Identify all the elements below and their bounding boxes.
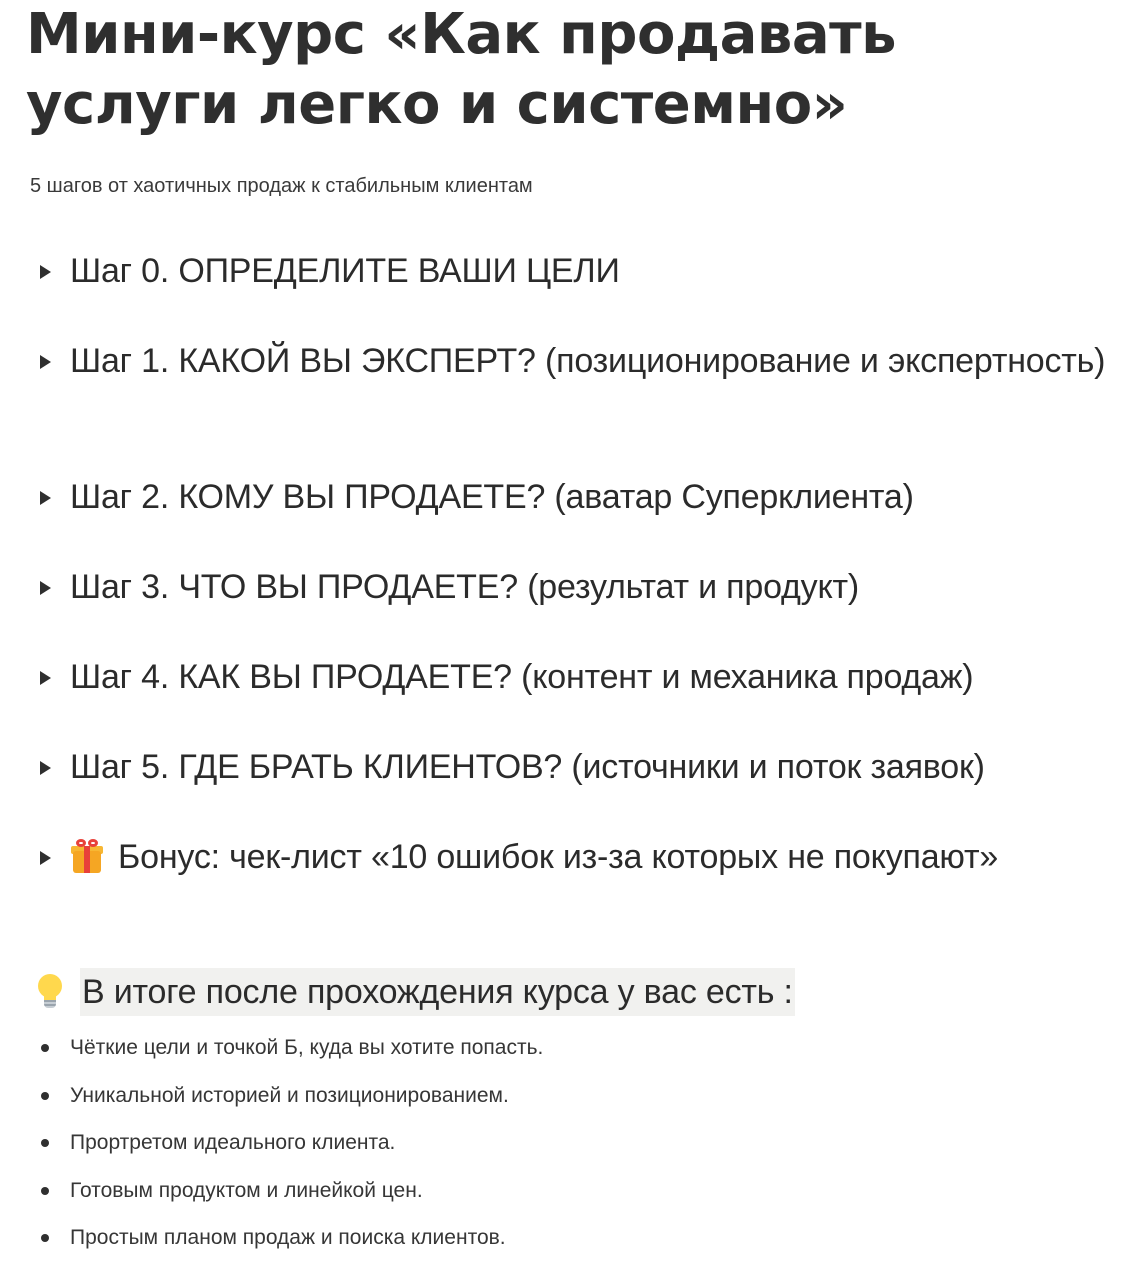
list-item-text: Прортретом идеального клиента. xyxy=(70,1131,396,1154)
toggle-arrow-icon[interactable] xyxy=(36,744,70,790)
toggle-step-2[interactable] xyxy=(36,474,1106,520)
toggle-step-1[interactable] xyxy=(36,338,1106,384)
list-item-text: Готовым продуктом и линейкой цен. xyxy=(70,1178,423,1202)
summary-heading xyxy=(36,968,795,1016)
toggle-label: Шаг 5. ГДЕ БРАТЬ КЛИЕНТОВ? (источники и поток заявок) xyxy=(70,748,985,786)
list-item-text: Чёткие цели и точкой Б, куда вы хотите попасть. xyxy=(70,1036,544,1059)
toggle-label: Шаг 1. КАКОЙ ВЫ ЭКСПЕРТ? (позиционирование и экспертность) xyxy=(70,342,1106,380)
list-item xyxy=(36,1169,543,1217)
toggle-step-3[interactable] xyxy=(36,564,1106,610)
gift-icon xyxy=(70,839,104,873)
list-item xyxy=(36,1121,543,1169)
list-item xyxy=(36,1026,543,1074)
toggle-step-0[interactable] xyxy=(36,248,1106,294)
toggle-label: Шаг 3. ЧТО ВЫ ПРОДАЕТЕ? (результат и продукт) xyxy=(70,568,860,606)
toggle-step-4[interactable] xyxy=(36,654,1106,700)
bullet-icon xyxy=(41,1044,49,1052)
toggle-bonus[interactable] xyxy=(36,834,1106,880)
list-item-text: Простым планом продаж и поиска клиентов. xyxy=(70,1226,506,1249)
bullet-icon xyxy=(41,1234,49,1242)
summary-title: В итоге после прохождения курса у вас есть : xyxy=(80,968,795,1016)
list-item xyxy=(36,1074,543,1122)
toggle-arrow-icon[interactable] xyxy=(36,474,70,520)
toggle-step-5[interactable] xyxy=(36,744,1106,790)
summary-list xyxy=(36,1026,543,1264)
bonus-label: Бонус: чек-лист «10 ошибок из-за которых не покупают» xyxy=(118,838,999,876)
bullet-icon xyxy=(41,1187,49,1195)
toggle-label: Шаг 4. КАК ВЫ ПРОДАЕТЕ? (контент и механика продаж) xyxy=(70,658,974,696)
lightbulb-icon xyxy=(36,974,64,1010)
toggle-arrow-icon[interactable] xyxy=(36,834,70,880)
toggle-arrow-icon[interactable] xyxy=(36,654,70,700)
page-subtitle: 5 шагов от хаотичных продаж к стабильным клиентам xyxy=(30,175,533,197)
page-title: Мини-курс «Как продавать услуги легко и системно» xyxy=(26,2,897,137)
toggle-arrow-icon[interactable] xyxy=(36,248,70,294)
toggle-label xyxy=(70,834,998,880)
toggle-arrow-icon[interactable] xyxy=(36,564,70,610)
bullet-icon xyxy=(41,1092,49,1100)
toggle-label: Шаг 0. ОПРЕДЕЛИТЕ ВАШИ ЦЕЛИ xyxy=(70,252,620,290)
toggle-arrow-icon[interactable] xyxy=(36,338,70,384)
toggle-label: Шаг 2. КОМУ ВЫ ПРОДАЕТЕ? (аватар Суперклиента) xyxy=(70,478,914,516)
list-item xyxy=(36,1216,543,1264)
bullet-icon xyxy=(41,1139,49,1147)
list-item-text: Уникальной историей и позиционированием. xyxy=(70,1083,509,1107)
